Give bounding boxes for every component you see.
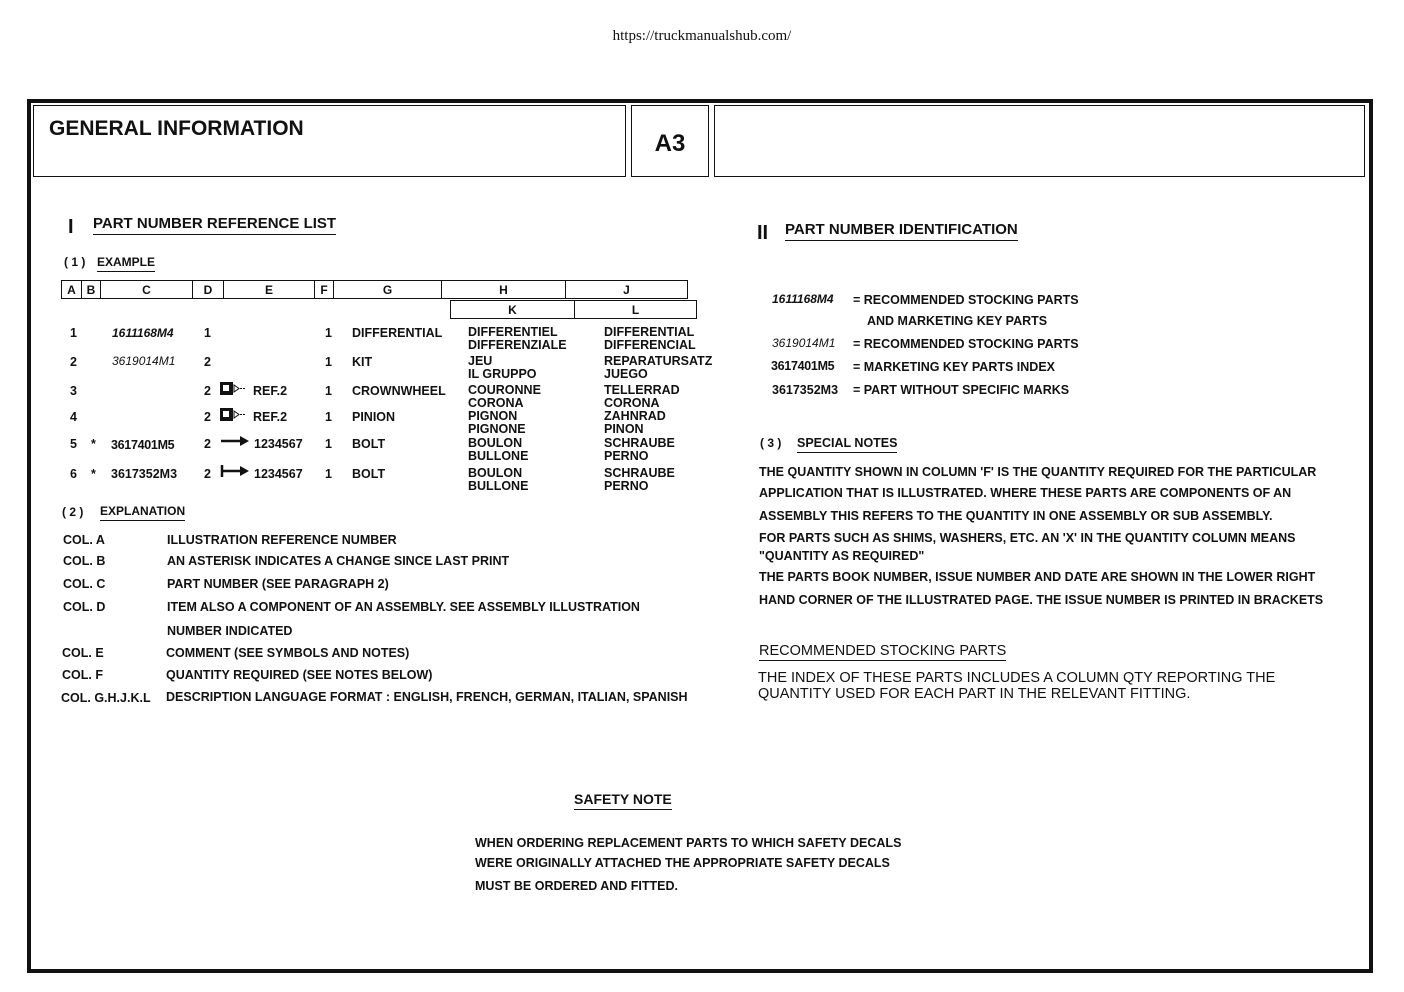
row-desc-en: DIFFERENTIAL (352, 326, 443, 340)
row-desc-es: PERNO (604, 479, 649, 493)
title-box (33, 105, 626, 177)
col-header-b: B (82, 281, 101, 299)
part-id-number: 1611168M4 (772, 292, 834, 306)
row-desc-es: JUEGO (604, 367, 648, 381)
example-title: EXAMPLE (97, 255, 155, 272)
part-id-desc: = PART WITHOUT SPECIFIC MARKS (853, 383, 1070, 397)
row-desc-en: CROWNWHEEL (352, 384, 446, 398)
assembly-ref-icon (219, 407, 247, 423)
row-desc-de: ZAHNRAD (604, 409, 666, 423)
safety-note-line: MUST BE ORDERED AND FITTED. (475, 879, 679, 893)
explanation-text: ITEM ALSO A COMPONENT OF AN ASSEMBLY. SEE ASSEMBLY ILLUSTRATION (167, 600, 640, 614)
col-header-e: E (224, 281, 315, 299)
blank-header-box (714, 105, 1365, 177)
row-comment: 1234567 (254, 467, 303, 481)
row-ref: 2 (70, 355, 77, 369)
assembly-ref-icon (219, 381, 247, 397)
section1-num: I (68, 216, 74, 238)
row-change-asterisk: * (91, 467, 96, 481)
safety-note-line: WHEN ORDERING REPLACEMENT PARTS TO WHICH SAFETY DECALS (475, 836, 902, 850)
part-id-number: 3619014M1 (772, 336, 836, 350)
row-desc-de: TELLERRAD (604, 383, 680, 397)
row-assembly: 2 (204, 437, 211, 451)
col-header-l: L (575, 301, 697, 319)
row-qty: 1 (325, 355, 332, 369)
bar-arrow-right-icon (220, 464, 250, 478)
col-header-j: J (566, 281, 688, 299)
section2-num: II (757, 222, 769, 244)
row-desc-de: DIFFERENTIAL (604, 325, 695, 339)
note-line: THE PARTS BOOK NUMBER, ISSUE NUMBER AND DATE ARE SHOWN IN THE LOWER RIGHT (759, 570, 1316, 584)
row-qty: 1 (325, 384, 332, 398)
row-desc-it: BULLONE (468, 449, 529, 463)
row-comment: REF.2 (253, 410, 288, 424)
col-header-a: A (62, 281, 82, 299)
explanation-text: QUANTITY REQUIRED (SEE NOTES BELOW) (166, 668, 433, 682)
page-code: A3 (654, 130, 686, 157)
row-part-number: 3617401M5 (111, 438, 175, 452)
row-part-number: 3619014M1 (112, 354, 176, 368)
col-header-f: F (315, 281, 334, 299)
row-ref: 5 (70, 437, 77, 451)
row-ref: 1 (70, 326, 77, 340)
col-header-h: H (442, 281, 566, 299)
page-title: GENERAL INFORMATION (49, 117, 304, 140)
explanation-num: ( 2 ) (62, 505, 84, 519)
special-notes-title: SPECIAL NOTES (797, 436, 897, 453)
row-desc-es: DIFFERENCIAL (604, 338, 696, 352)
row-desc-de: SCHRAUBE (604, 436, 675, 450)
row-desc-it: IL GRUPPO (468, 367, 537, 381)
row-change-asterisk: * (91, 437, 96, 451)
col-header-k: K (451, 301, 575, 319)
row-ref: 3 (70, 384, 77, 398)
row-desc-it: DIFFERENZIALE (468, 338, 567, 352)
safety-note-title: SAFETY NOTE (574, 791, 672, 810)
row-qty: 1 (325, 437, 332, 451)
explanation-col: COL. C (63, 577, 106, 591)
row-part-number: 3617352M3 (111, 467, 178, 481)
code-box (631, 105, 709, 177)
row-desc-it: CORONA (468, 396, 524, 410)
explanation-col: COL. B (63, 554, 106, 568)
explanation-col: COL. A (63, 533, 105, 547)
section2-title: PART NUMBER IDENTIFICATION (785, 221, 1018, 241)
example-num: ( 1 ) (64, 255, 86, 269)
part-id-desc: = RECOMMENDED STOCKING PARTS (853, 337, 1079, 351)
row-desc-es: CORONA (604, 396, 660, 410)
explanation-text: ILLUSTRATION REFERENCE NUMBER (167, 533, 397, 547)
row-desc-de: SCHRAUBE (604, 466, 675, 480)
row-qty: 1 (325, 326, 332, 340)
row-desc-en: BOLT (352, 467, 386, 481)
row-desc-de: REPARATURSATZ (604, 354, 713, 368)
explanation-title: EXPLANATION (100, 504, 185, 521)
col-header-c: C (101, 281, 193, 299)
row-qty: 1 (325, 467, 332, 481)
row-ref: 4 (70, 410, 77, 424)
explanation-col: COL. D (63, 600, 106, 614)
explanation-col: COL. G.H.J.K.L (61, 691, 151, 705)
part-id-desc-cont: AND MARKETING KEY PARTS (867, 314, 1048, 328)
arrow-right-icon (220, 434, 250, 448)
row-desc-en: BOLT (352, 437, 386, 451)
row-assembly: 1 (204, 326, 211, 340)
source-url[interactable]: https://truckmanualshub.com/ (612, 28, 792, 44)
part-id-desc: = MARKETING KEY PARTS INDEX (853, 360, 1055, 374)
row-desc-it: PIGNONE (468, 422, 526, 436)
row-assembly: 2 (204, 355, 211, 369)
recommended-stocking-line: QUANTITY USED FOR EACH PART IN THE RELEVANT FITTING. (758, 686, 1191, 702)
row-desc-fr: BOULON (468, 436, 523, 450)
part-id-number: 3617401M5 (771, 359, 835, 373)
explanation-text: NUMBER INDICATED (167, 624, 293, 638)
row-desc-fr: BOULON (468, 466, 523, 480)
note-line: ASSEMBLY THIS REFERS TO THE QUANTITY IN ONE ASSEMBLY OR SUB ASSEMBLY. (759, 509, 1273, 523)
note-line: APPLICATION THAT IS ILLUSTRATED. WHERE THESE PARTS ARE COMPONENTS OF AN (759, 486, 1292, 500)
row-desc-fr: JEU (468, 354, 493, 368)
row-comment: REF.2 (253, 384, 288, 398)
row-assembly: 2 (204, 467, 211, 481)
recommended-stocking-line: THE INDEX OF THESE PARTS INCLUDES A COLUMN QTY REPORTING THE (758, 670, 1276, 686)
special-notes-num: ( 3 ) (760, 436, 782, 450)
row-desc-es: PINON (604, 422, 644, 436)
part-id-desc: = RECOMMENDED STOCKING PARTS (853, 293, 1079, 307)
row-desc-fr: DIFFERENTIEL (468, 325, 558, 339)
explanation-text: PART NUMBER (SEE PARAGRAPH 2) (167, 577, 389, 591)
col-header-d: D (193, 281, 224, 299)
row-assembly: 2 (204, 384, 211, 398)
note-line: "QUANTITY AS REQUIRED" (759, 549, 925, 563)
row-qty: 1 (325, 410, 332, 424)
row-ref: 6 (70, 467, 77, 481)
explanation-col: COL. E (62, 646, 104, 660)
col-header-g: G (334, 281, 442, 299)
explanation-text: DESCRIPTION LANGUAGE FORMAT : ENGLISH, FRENCH, GERMAN, ITALIAN, SPANISH (166, 690, 688, 704)
row-desc-es: PERNO (604, 449, 649, 463)
row-desc-en: KIT (352, 355, 373, 369)
row-desc-fr: COURONNE (468, 383, 541, 397)
note-line: HAND CORNER OF THE ILLUSTRATED PAGE. THE ISSUE NUMBER IS PRINTED IN BRACKETS (759, 593, 1324, 607)
row-desc-fr: PIGNON (468, 409, 518, 423)
note-line: FOR PARTS SUCH AS SHIMS, WASHERS, ETC. AN 'X' IN THE QUANTITY COLUMN MEANS (759, 531, 1296, 545)
reference-table-header-row2 (450, 300, 697, 319)
explanation-col: COL. F (62, 668, 103, 682)
part-id-number: 3617352M3 (772, 383, 839, 397)
note-line: THE QUANTITY SHOWN IN COLUMN 'F' IS THE QUANTITY REQUIRED FOR THE PARTICULAR (759, 465, 1317, 479)
row-part-number: 1611168M4 (112, 326, 174, 340)
row-comment: 1234567 (254, 437, 303, 451)
reference-table-header (61, 280, 688, 299)
safety-note-line: WERE ORIGINALLY ATTACHED THE APPROPRIATE SAFETY DECALS (475, 856, 890, 870)
recommended-stocking-title: RECOMMENDED STOCKING PARTS (759, 643, 1007, 659)
row-assembly: 2 (204, 410, 211, 424)
explanation-text: COMMENT (SEE SYMBOLS AND NOTES) (166, 646, 410, 660)
explanation-text: AN ASTERISK INDICATES A CHANGE SINCE LAST PRINT (167, 554, 510, 568)
row-desc-it: BULLONE (468, 479, 529, 493)
row-desc-en: PINION (352, 410, 396, 424)
section1-title: PART NUMBER REFERENCE LIST (93, 215, 336, 235)
